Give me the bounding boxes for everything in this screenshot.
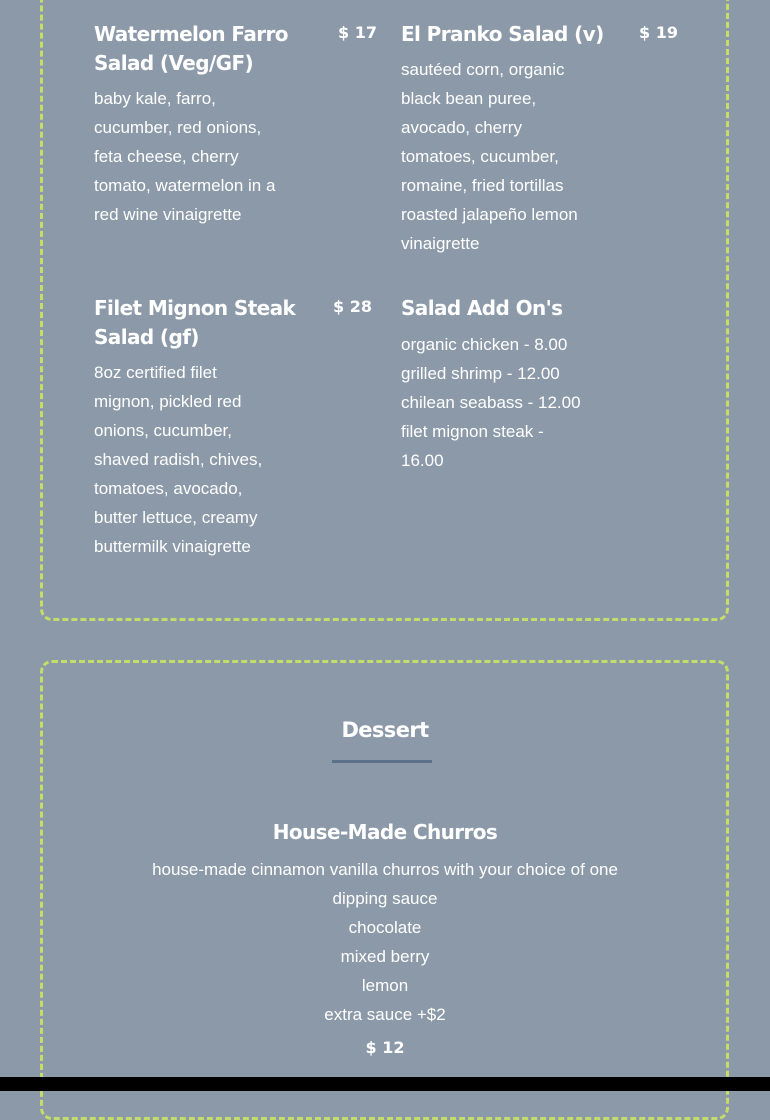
description-line: shaved radish, chives, (94, 450, 263, 469)
description-line: sautéed corn, organic (401, 60, 565, 79)
description-line: filet mignon steak - (401, 422, 544, 441)
description-line: red wine vinaigrette (94, 205, 242, 224)
description-line: buttermilk vinaigrette (94, 537, 251, 556)
description-line: extra sauce +$2 (324, 1005, 446, 1024)
description-line: dipping sauce (332, 889, 438, 908)
description-line: avocado, cherry (401, 118, 522, 137)
description-line: 16.00 (401, 451, 444, 470)
description-line: romaine, fried tortillas (401, 176, 564, 195)
item-name-line: Salad (gf) (94, 325, 199, 349)
description-line: tomatoes, avocado, (94, 479, 243, 498)
description-line: organic chicken - 8.00 (401, 335, 568, 354)
item-name (94, 294, 295, 352)
description-line: black bean puree, (401, 89, 537, 108)
menu-item-salad-add-ons (401, 294, 681, 484)
menu-item-filet-mignon-steak-salad (94, 294, 374, 564)
description-line: cucumber, red onions, (94, 118, 262, 137)
section-title-dessert: Dessert (341, 718, 429, 742)
description-line: baby kale, farro, (94, 89, 216, 108)
description-line: mignon, pickled red (94, 392, 242, 411)
item-name (94, 20, 288, 78)
item-name-line: Salad Add On's (401, 296, 563, 320)
item-price-churros: $ 12 (365, 1038, 405, 1057)
item-description (401, 330, 581, 475)
description-line: onions, cucumber, (94, 421, 232, 440)
item-description (401, 55, 578, 258)
description-line: mixed berry (340, 947, 430, 966)
description-line: roasted jalapeño lemon (401, 205, 578, 224)
menu-item-watermelon-farro-salad (94, 20, 377, 230)
item-price: $ 19 (639, 23, 678, 42)
description-line: chocolate (348, 918, 422, 937)
item-name (401, 20, 604, 49)
item-description (94, 358, 262, 561)
item-name-line: Salad (Veg/GF) (94, 51, 254, 75)
description-line: tomato, watermelon in a (94, 176, 276, 195)
item-price: $ 28 (333, 297, 372, 316)
section-divider (332, 760, 432, 763)
description-line: grilled shrimp - 12.00 (401, 364, 560, 383)
item-name-line: Watermelon Farro (94, 22, 288, 46)
bottom-bar (0, 1077, 770, 1091)
item-name-line: Filet Mignon Steak (94, 296, 296, 320)
item-description-churros (0, 855, 770, 1029)
description-line: chilean seabass - 12.00 (401, 393, 581, 412)
description-line: butter lettuce, creamy (94, 508, 258, 527)
description-line: feta cheese, cherry (94, 147, 239, 166)
item-description (94, 84, 275, 229)
item-name-line: El Pranko Salad (v) (401, 22, 604, 46)
item-price: $ 17 (338, 23, 377, 42)
description-line: house-made cinnamon vanilla churros with your choice of one (152, 860, 618, 879)
menu-item-el-pranko-salad (401, 20, 681, 260)
description-line: tomatoes, cucumber, (401, 147, 559, 166)
description-line: 8oz certified filet (94, 363, 217, 382)
description-line: vinaigrette (401, 234, 480, 253)
item-name (401, 294, 562, 323)
item-name-house-made-churros: House-Made Churros (272, 820, 498, 844)
description-line: lemon (361, 976, 409, 995)
